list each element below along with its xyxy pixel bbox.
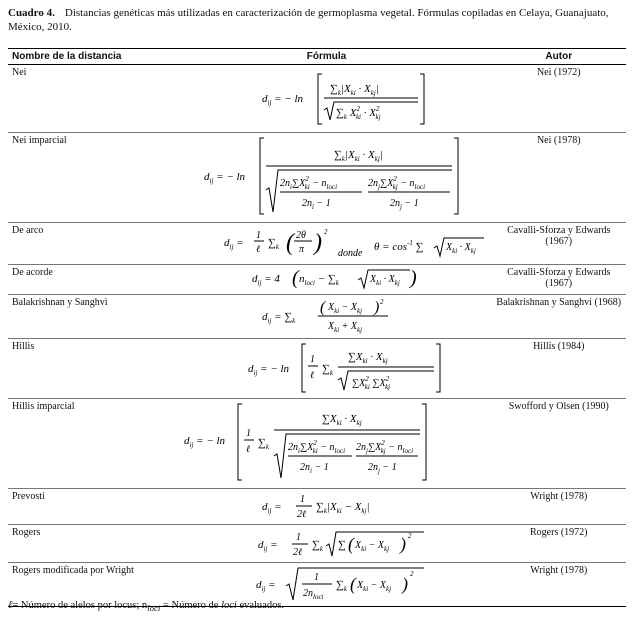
svg-text:2ni∑X2ki − nloci: $2n_i\sum X^2$ ki − $n_{loci}$	[279, 175, 337, 191]
footnote-part3: evaluados.	[236, 600, 285, 611]
formula-de-arco	[162, 223, 492, 265]
svg-text:): )	[399, 534, 406, 554]
table-footnote	[8, 600, 284, 613]
svg-text:∑k: $\sum_k$	[311, 539, 323, 553]
row-name: Nei imparcial	[8, 133, 162, 223]
svg-text:∑k: $\sum_k$	[267, 237, 279, 251]
svg-text:Xki − Xkj: $X_{ki} - X_{kj}$	[356, 580, 391, 593]
svg-text:1: 1	[299, 494, 305, 505]
row-name: Nei	[8, 65, 162, 133]
table-row	[8, 399, 626, 489]
formula-de-acorde	[162, 265, 492, 295]
row-author: Hillis (1984)	[492, 339, 626, 399]
svg-text:∑k|Xki − Xkj|: $\sum_k|X_{ki} - X_{kj}|$	[315, 501, 370, 515]
row-author: Cavalli-Sforza y Edwards (1967)	[492, 223, 626, 265]
svg-text:dij = − ln: $d_{ij}$ = − ln	[203, 171, 245, 185]
row-author: Nei (1972)	[492, 65, 626, 133]
row-name: Hillis imparcial	[8, 399, 162, 489]
row-name: Rogers	[8, 525, 162, 563]
svg-text:2ni − 1: $2n_i - 1$	[301, 198, 331, 211]
table-row	[8, 223, 626, 265]
svg-text:1: 1	[245, 428, 251, 439]
svg-text:2ni∑X2ki − nloci: $2n_i\sum X^2$ ki − $n_{loci}$	[287, 439, 345, 455]
table-row	[8, 65, 626, 133]
svg-text:dij =: $d_{ij}$ =	[223, 237, 244, 251]
header-author: Autor	[492, 49, 626, 65]
row-author: Wright (1978)	[492, 489, 626, 525]
svg-text:∑k|Xki · Xkj|: $\sum_k|X_{ki} \cdot X_{kj}|$	[329, 83, 379, 97]
svg-text:): )	[409, 267, 417, 289]
header-name: Nombre de la distancia	[8, 49, 162, 65]
row-author: Nei (1978)	[492, 133, 626, 223]
svg-text:2: 2	[407, 532, 412, 540]
caption-label: Cuadro 4.	[8, 7, 55, 19]
svg-text:∑: ∑	[337, 539, 346, 551]
table-row	[8, 489, 626, 525]
svg-text:θ = cos-1 ∑: $\theta = \cos^{-1}$ ∑	[373, 239, 423, 253]
svg-text:ℓ: ℓ	[309, 370, 314, 381]
svg-text:2nj∑X2kj − nloci: $2n_j\sum X^2$ kj − $n_{loci}$	[355, 439, 413, 455]
svg-text:Xki − Xkj: $X_{ki} - X_{kj}$	[354, 540, 389, 553]
svg-text:∑k|Xki · Xkj|: $\sum_k|X_{ki} \cdot X_{kj}|$	[333, 149, 383, 163]
svg-text:2θ: 2θ	[295, 230, 306, 241]
svg-text:dij =: $d_{ij}$ =	[257, 539, 278, 553]
svg-text:2nj − 1: $2n_j - 1$	[367, 462, 397, 475]
svg-text:1: 1	[295, 532, 301, 543]
svg-text:1: 1	[255, 230, 261, 241]
ell-symbol: ℓ	[8, 600, 13, 611]
formula-rogers	[162, 525, 492, 563]
svg-text:ℓ: ℓ	[245, 444, 250, 455]
row-name: Hillis	[8, 339, 162, 399]
row-name: De acorde	[8, 265, 162, 295]
footnote-part2: = Número de	[160, 600, 222, 611]
svg-text:1: 1	[309, 354, 315, 365]
svg-text:Xki + Xkj: $X_{ki} + X_{kj}$	[327, 321, 362, 334]
footnote-sub: loci	[147, 603, 161, 614]
svg-text:dij = − ln: $d_{ij}$ = − ln	[183, 435, 225, 449]
svg-text:dij = − ln: $d_{ij}$ = − ln	[261, 93, 303, 107]
svg-text:dij =: $d_{ij}$ =	[261, 501, 282, 515]
header-formula: Fórmula	[162, 49, 492, 65]
donde-label: donde	[337, 248, 362, 259]
svg-text:(: (	[319, 299, 325, 316]
row-author: Cavalli-Sforza y Edwards (1967)	[492, 265, 626, 295]
table-row	[8, 265, 626, 295]
row-name: Balakrishnan y Sanghvi	[8, 295, 162, 339]
formula-balakrishnan	[162, 295, 492, 339]
row-author: Balakrishnan y Sanghvi (1968)	[492, 295, 626, 339]
table-row	[8, 295, 626, 339]
svg-text:2nloci: $2n_{loci}$	[302, 588, 324, 601]
svg-text:2: 2	[409, 570, 414, 578]
svg-text:2ℓ: 2ℓ	[292, 547, 302, 558]
formula-hillis	[162, 339, 492, 399]
svg-text:∑X2ki ∑X2kj: $\sum X^2$ ki $\sum X^2$ kj	[351, 375, 390, 391]
svg-text:dij = ∑k: $d_{ij} = \sum_k$	[261, 311, 295, 325]
svg-text:2nj − 1: $2n_j - 1$	[389, 198, 419, 211]
svg-text:(: (	[291, 267, 299, 289]
svg-text:(: (	[285, 230, 294, 256]
svg-text:π: π	[298, 244, 304, 255]
svg-text:∑Xki · Xkj: $\sum X_{ki} \cdot X_{kj}$	[321, 413, 362, 427]
row-name: Rogers modificada por Wright	[8, 563, 162, 607]
row-author: Rogers (1972)	[492, 525, 626, 563]
svg-text:dij =: $d_{ij}$ =	[255, 579, 276, 593]
svg-text:): )	[373, 299, 379, 316]
svg-text:(: (	[349, 574, 356, 594]
svg-text:2nj∑X2kj − nloci: $2n_j\sum X^2$ kj − $n_{loci}$	[367, 175, 425, 191]
svg-text:∑k: $\sum_k$	[321, 363, 333, 377]
svg-text:): )	[401, 574, 408, 594]
table-row	[8, 339, 626, 399]
table-row	[8, 525, 626, 563]
table-caption	[8, 6, 626, 34]
table-row	[8, 133, 626, 223]
row-author: Wright (1978)	[492, 563, 626, 607]
row-author: Swofford y Olsen (1990)	[492, 399, 626, 489]
formula-prevosti	[162, 489, 492, 525]
row-name: Prevosti	[8, 489, 162, 525]
svg-text:1: 1	[313, 572, 319, 583]
svg-text:Xki − Xkj: $X_{ki} - X_{kj}$	[327, 302, 362, 315]
caption-text: Distancias genéticas más utilizadas en caracterización de germoplasma vegetal. Fórmulas copiladas en Celaya, Guanajuato, México, 2010.	[8, 7, 609, 33]
footnote-part1: = Número de alelos por locus; n	[12, 600, 148, 611]
svg-text:2: 2	[379, 298, 384, 306]
svg-text:2ni − 1: $2n_i - 1$	[299, 462, 329, 475]
svg-text:Xki · Xkj: $X_{ki} \cdot X_{kj}$	[445, 242, 476, 255]
svg-text:(: (	[347, 534, 354, 554]
svg-text:∑Xki · Xkj: $\sum X_{ki} \cdot X_{kj}$	[347, 351, 388, 365]
svg-text:dij = − ln: $d_{ij}$ = − ln	[247, 363, 289, 377]
footnote-loci: loci	[221, 600, 237, 611]
formula-hillis-imparcial	[162, 399, 492, 489]
svg-text:): )	[313, 230, 322, 256]
svg-text:2: 2	[323, 228, 328, 236]
svg-text:ℓ: ℓ	[255, 244, 260, 255]
svg-text:Xki · Xkj: $X_{ki} \cdot X_{kj}$	[369, 274, 400, 287]
row-name: De arco	[8, 223, 162, 265]
svg-text:∑k: $\sum_k$	[257, 437, 269, 451]
svg-text:nloci − ∑k: $n_{loci} - \sum_k$	[298, 273, 339, 287]
distance-table	[8, 48, 626, 607]
svg-text:∑k X2ki · X2kj: $\sum_k$ $X^2$ ki · $X^2$ kj	[335, 105, 381, 121]
svg-text:2ℓ: 2ℓ	[296, 509, 306, 520]
formula-nei	[162, 65, 492, 133]
formula-nei-imparcial	[162, 133, 492, 223]
table-header-row	[8, 49, 626, 65]
svg-text:dij = 4: $d_{ij} = 4$	[251, 273, 280, 287]
svg-text:∑k: $\sum_k$	[335, 579, 347, 593]
